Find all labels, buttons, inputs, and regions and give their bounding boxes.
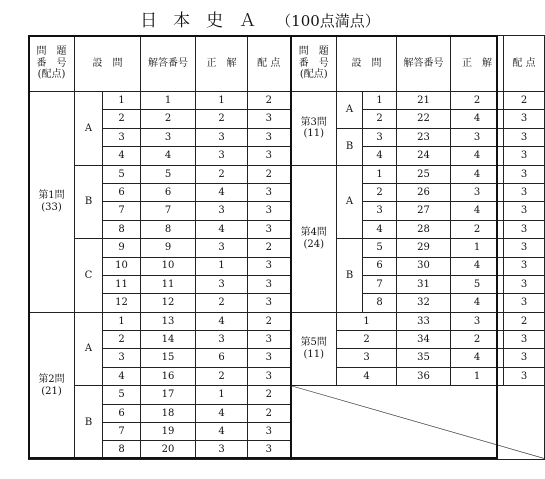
header-haiten-right: 配 点 [504,36,545,92]
right-setsumon-number: 4 [363,220,397,238]
right-correct-answer: 4 [451,257,504,275]
left-points: 3 [248,349,291,367]
right-correct-answer: 4 [451,110,504,128]
right-setsumon-number: 4 [363,147,397,165]
left-section-b: B [75,386,103,460]
header-row [29,36,545,92]
right-points: 3 [504,220,545,238]
right-points: 3 [504,331,545,349]
left-points: 2 [248,404,291,422]
left-points: 3 [248,331,291,349]
left-points: 3 [248,441,291,459]
left-setsumon-number: 8 [103,441,141,459]
left-points: 3 [248,147,291,165]
right-setsumon-number: 3 [363,128,397,146]
left-setsumon-number: 12 [103,294,141,312]
right-section-b: B [337,128,363,165]
table-row [29,367,545,385]
right-setsumon-number: 1 [363,165,397,183]
table-row [29,202,545,220]
left-section-a: A [75,312,103,386]
empty-diagonal-cell [291,386,545,460]
left-answer-number: 14 [141,331,196,349]
right-correct-answer: 1 [451,239,504,257]
right-points: 3 [504,165,545,183]
right-section-a: A [337,92,363,129]
right-answer-number: 29 [397,239,451,257]
header-mondai-right-line3: (配点) [299,69,328,81]
question-q2-cell [29,312,75,459]
right-correct-answer: 4 [451,147,504,165]
left-answer-number: 12 [141,294,196,312]
left-correct-answer: 6 [196,349,248,367]
left-points: 3 [248,423,291,441]
right-points: 3 [504,367,545,385]
right-section-b: B [337,239,363,313]
right-answer-number: 34 [397,331,451,349]
question-q5-points: (11) [303,348,325,360]
left-answer-number: 7 [141,202,196,220]
left-points: 2 [248,312,291,330]
left-setsumon-number: 10 [103,257,141,275]
question-q2-points: (21) [41,385,62,397]
header-seikai-right: 正 解 [451,36,504,92]
right-answer-number: 30 [397,257,451,275]
table-row [29,331,545,349]
left-setsumon-number: 2 [103,110,141,128]
right-correct-answer: 3 [451,128,504,146]
left-answer-number: 10 [141,257,196,275]
left-answer-number: 6 [141,183,196,201]
diagonal-line [292,386,545,459]
left-correct-answer: 3 [196,147,248,165]
left-answer-number: 15 [141,349,196,367]
table-row [29,275,545,293]
right-answer-number: 25 [397,165,451,183]
header-seikai: 正 解 [196,36,248,92]
left-points: 3 [248,275,291,293]
right-points: 3 [504,349,545,367]
header-setsumon: 設 問 [75,36,141,92]
left-correct-answer: 1 [196,257,248,275]
question-q2-label: 第2問 [38,374,65,386]
left-answer-number: 1 [141,92,196,110]
table-row [29,183,545,201]
left-setsumon-number: 5 [103,386,141,404]
question-q1-label: 第1問 [38,190,65,202]
header-kaitou-right: 解答番号 [397,36,451,92]
left-answer-number: 2 [141,110,196,128]
right-answer-number: 36 [397,367,451,385]
left-section-a: A [75,92,103,166]
table-row [29,110,545,128]
left-points: 3 [248,183,291,201]
left-answer-number: 18 [141,404,196,422]
right-setsumon-number: 2 [337,331,397,349]
left-correct-answer: 1 [196,92,248,110]
table-row [29,257,545,275]
right-correct-answer: 2 [451,92,504,110]
table-row [29,128,545,146]
right-setsumon-number: 2 [363,110,397,128]
right-correct-answer: 1 [451,367,504,385]
left-setsumon-number: 3 [103,128,141,146]
right-answer-number: 24 [397,147,451,165]
right-setsumon-number: 3 [337,349,397,367]
right-setsumon-number: 8 [363,294,397,312]
left-points: 3 [248,128,291,146]
left-points: 2 [248,92,291,110]
left-correct-answer: 3 [196,202,248,220]
right-points: 3 [504,202,545,220]
right-correct-answer: 3 [451,183,504,201]
left-setsumon-number: 8 [103,220,141,238]
left-correct-answer: 4 [196,423,248,441]
right-answer-number: 23 [397,128,451,146]
page-title-main: 日本史Ａ [140,11,273,31]
left-answer-number: 13 [141,312,196,330]
question-q1-points: (33) [41,201,62,213]
header-mondai-line2: 番 号 [36,57,67,69]
right-points: 2 [504,92,545,110]
question-q1-cell [29,92,75,313]
right-answer-number: 32 [397,294,451,312]
left-answer-number: 11 [141,275,196,293]
left-correct-answer: 3 [196,128,248,146]
header-mondai-line3: (配点) [37,69,66,81]
left-answer-number: 16 [141,367,196,385]
right-section-a: A [337,165,363,239]
left-setsumon-number: 6 [103,404,141,422]
question-q3-points: (11) [303,128,325,140]
left-points: 2 [248,239,291,257]
right-points: 3 [504,294,545,312]
left-points: 3 [248,220,291,238]
right-correct-answer: 2 [451,220,504,238]
question-q5-label: 第5問 [300,337,327,349]
left-points: 3 [248,257,291,275]
table-row [29,239,545,257]
left-correct-answer: 3 [196,239,248,257]
left-answer-number: 4 [141,147,196,165]
right-correct-answer: 4 [451,294,504,312]
right-setsumon-number: 2 [363,183,397,201]
left-setsumon-number: 2 [103,331,141,349]
header-haiten: 配 点 [248,36,291,92]
right-answer-number: 27 [397,202,451,220]
right-points: 3 [504,183,545,201]
right-correct-answer: 4 [451,349,504,367]
left-setsumon-number: 9 [103,239,141,257]
question-q4-cell [291,165,337,312]
right-answer-number: 26 [397,183,451,201]
right-correct-answer: 3 [451,312,504,330]
left-setsumon-number: 3 [103,349,141,367]
right-points: 3 [504,110,545,128]
question-q3-cell [291,92,337,166]
left-correct-answer: 1 [196,386,248,404]
left-setsumon-number: 4 [103,147,141,165]
right-setsumon-number: 3 [363,202,397,220]
question-q3-label: 第3問 [300,116,327,128]
left-correct-answer: 2 [196,367,248,385]
right-points: 3 [504,275,545,293]
right-answer-number: 22 [397,110,451,128]
header-kaitou: 解答番号 [141,36,196,92]
score-table [28,35,545,460]
header-setsumon-right: 設 問 [337,36,397,92]
left-setsumon-number: 5 [103,165,141,183]
left-answer-number: 20 [141,441,196,459]
table-row [29,312,545,330]
header-mondai-right-line2: 番 号 [298,57,329,69]
left-setsumon-number: 1 [103,312,141,330]
header-mondai-right [291,36,337,92]
left-correct-answer: 3 [196,275,248,293]
left-answer-number: 8 [141,220,196,238]
question-q4-points: (24) [303,238,325,250]
right-points: 3 [504,239,545,257]
left-answer-number: 9 [141,239,196,257]
header-mondai-line1: 問 題 [36,46,67,58]
table-row [29,349,545,367]
table-row [29,220,545,238]
right-answer-number: 21 [397,92,451,110]
question-q4-label: 第4問 [300,227,327,239]
left-points: 3 [248,367,291,385]
right-correct-answer: 4 [451,202,504,220]
left-answer-number: 5 [141,165,196,183]
header-mondai-right-line1: 問 題 [298,46,329,58]
right-answer-number: 35 [397,349,451,367]
left-points: 3 [248,202,291,220]
left-answer-number: 3 [141,128,196,146]
right-setsumon-number: 6 [363,257,397,275]
left-correct-answer: 4 [196,404,248,422]
right-setsumon-number: 5 [363,239,397,257]
left-correct-answer: 3 [196,331,248,349]
left-answer-number: 17 [141,386,196,404]
left-points: 3 [248,294,291,312]
left-correct-answer: 4 [196,183,248,201]
left-correct-answer: 4 [196,312,248,330]
right-points: 2 [504,312,545,330]
header-mondai [29,36,75,92]
left-setsumon-number: 7 [103,202,141,220]
right-correct-answer: 2 [451,331,504,349]
table-row [29,165,545,183]
left-setsumon-number: 1 [103,92,141,110]
left-correct-answer: 3 [196,441,248,459]
left-points: 2 [248,165,291,183]
left-answer-number: 19 [141,423,196,441]
table-row [29,92,545,110]
right-answer-number: 28 [397,220,451,238]
right-setsumon-number: 4 [337,367,397,385]
left-setsumon-number: 6 [103,183,141,201]
left-section-c: C [75,239,103,313]
left-correct-answer: 4 [196,220,248,238]
right-correct-answer: 4 [451,165,504,183]
right-setsumon-number: 1 [337,312,397,330]
right-setsumon-number: 7 [363,275,397,293]
left-section-b: B [75,165,103,239]
left-setsumon-number: 11 [103,275,141,293]
left-points: 2 [248,386,291,404]
table-row [29,294,545,312]
page-title [0,6,520,31]
right-setsumon-number: 1 [363,92,397,110]
left-correct-answer: 2 [196,294,248,312]
left-setsumon-number: 4 [103,367,141,385]
right-answer-number: 31 [397,275,451,293]
right-points: 3 [504,257,545,275]
left-correct-answer: 2 [196,110,248,128]
right-answer-number: 33 [397,312,451,330]
right-points: 3 [504,128,545,146]
left-setsumon-number: 7 [103,423,141,441]
question-q5-cell [291,312,337,386]
table-row [29,386,545,404]
right-points: 3 [504,147,545,165]
table-row [29,147,545,165]
left-correct-answer: 2 [196,165,248,183]
page-title-sub: （100点満点） [276,12,380,30]
right-correct-answer: 5 [451,275,504,293]
left-points: 3 [248,110,291,128]
